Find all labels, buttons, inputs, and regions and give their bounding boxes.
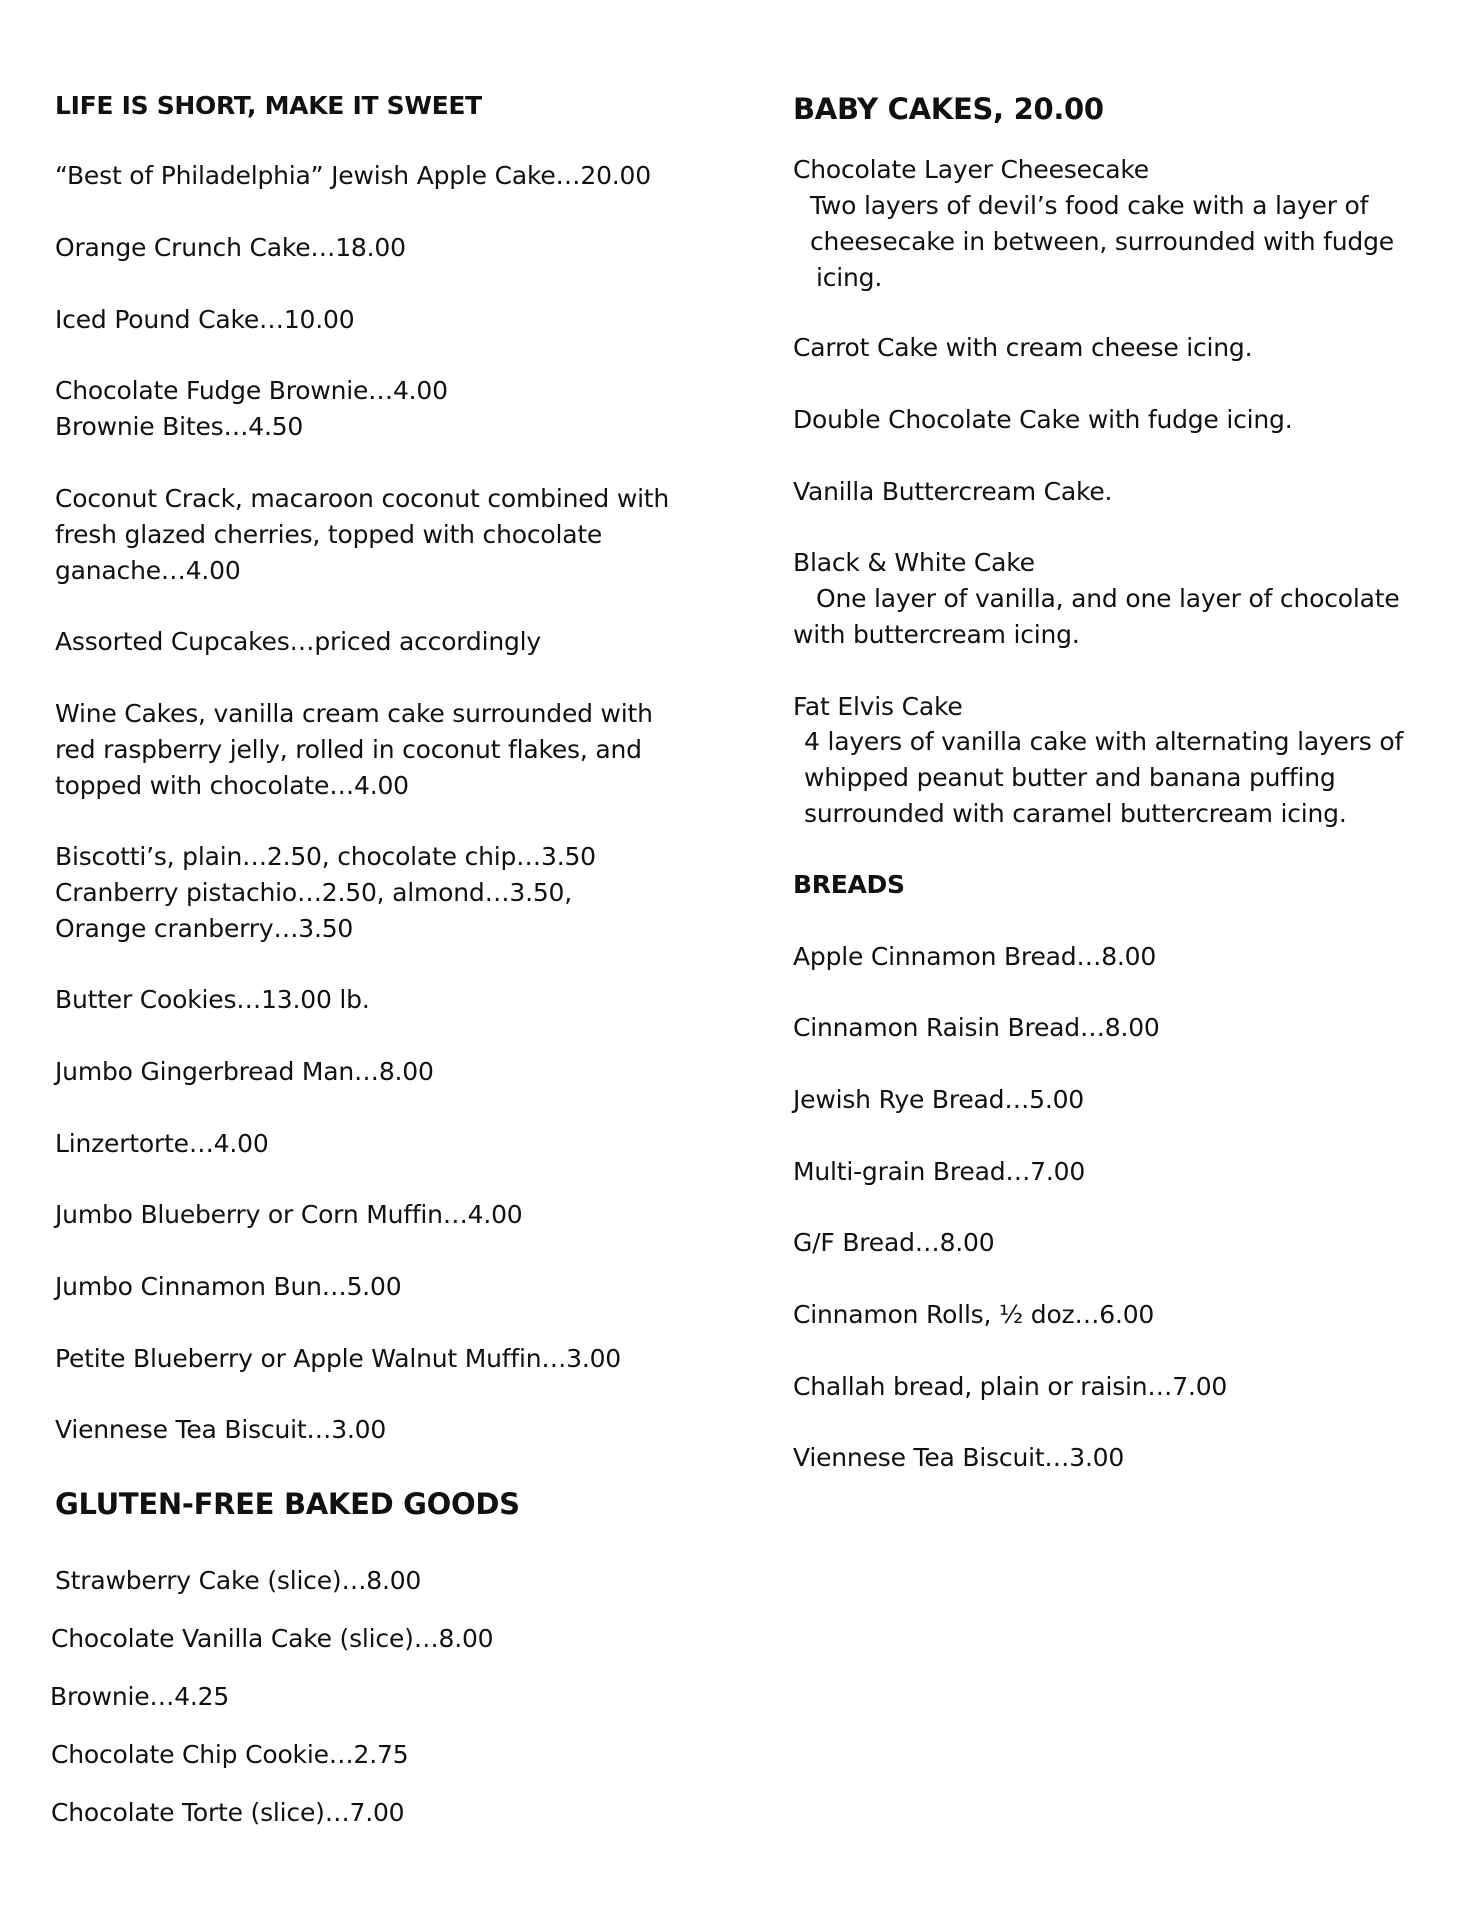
cake-name: Double Chocolate Cake with fudge icing. — [793, 405, 1293, 434]
cake-name: Black & White Cake — [793, 548, 1035, 577]
menu-item: topped with chocolate…4.00 — [55, 771, 409, 800]
menu-item: Jumbo Gingerbread Man…8.00 — [55, 1057, 434, 1086]
section-heading-breads: BREADS — [793, 870, 905, 899]
menu-item: red raspberry jelly, rolled in coconut flakes, and — [55, 735, 642, 764]
cake-name: Chocolate Layer Cheesecake — [793, 155, 1149, 184]
section-heading-sweet: LIFE IS SHORT, MAKE IT SWEET — [55, 91, 482, 120]
cake-description: whipped peanut butter and banana puffing — [804, 763, 1336, 792]
menu-item: Chocolate Fudge Brownie…4.00 — [55, 376, 448, 405]
section-heading-baby-cakes: BABY CAKES, 20.00 — [793, 92, 1104, 126]
bread-item: Apple Cinnamon Bread…8.00 — [793, 942, 1157, 971]
cake-description: One layer of vanilla, and one layer of chocolate — [816, 584, 1400, 613]
bread-item: Viennese Tea Biscuit…3.00 — [793, 1443, 1125, 1472]
menu-item: fresh glazed cherries, topped with chocolate — [55, 520, 603, 549]
menu-item: Iced Pound Cake…10.00 — [55, 305, 355, 334]
cake-name: Vanilla Buttercream Cake. — [793, 477, 1113, 506]
menu-item: Wine Cakes, vanilla cream cake surrounded with — [55, 699, 653, 728]
menu-item: Orange Crunch Cake…18.00 — [55, 233, 406, 262]
bread-item: Challah bread, plain or raisin…7.00 — [793, 1372, 1228, 1401]
gluten-free-item: Chocolate Torte (slice)…7.00 — [51, 1798, 405, 1827]
menu-item: Orange cranberry…3.50 — [55, 914, 354, 943]
gluten-free-item: Chocolate Vanilla Cake (slice)…8.00 — [51, 1624, 494, 1653]
bread-item: Cinnamon Raisin Bread…8.00 — [793, 1013, 1160, 1042]
menu-item: Biscotti’s, plain…2.50, chocolate chip…3.50 — [55, 842, 596, 871]
menu-item: “Best of Philadelphia” Jewish Apple Cake…20.00 — [55, 161, 651, 190]
menu-item: ganache…4.00 — [55, 556, 241, 585]
menu-item: Viennese Tea Biscuit…3.00 — [55, 1415, 387, 1444]
bread-item: G/F Bread…8.00 — [793, 1228, 995, 1257]
menu-item: Cranberry pistachio…2.50, almond…3.50, — [55, 878, 572, 907]
bread-item: Jewish Rye Bread…5.00 — [793, 1085, 1085, 1114]
menu-item: Jumbo Cinnamon Bun…5.00 — [55, 1272, 402, 1301]
menu-item: Butter Cookies…13.00 lb. — [55, 985, 370, 1014]
gluten-free-item: Strawberry Cake (slice)…8.00 — [55, 1566, 422, 1595]
cake-description: cheesecake in between, surrounded with fudge — [810, 227, 1394, 256]
menu-item: Brownie Bites…4.50 — [55, 412, 304, 441]
bread-item: Multi-grain Bread…7.00 — [793, 1157, 1086, 1186]
cake-description: icing. — [816, 263, 883, 292]
menu-item: Petite Blueberry or Apple Walnut Muffin…3.00 — [55, 1344, 622, 1373]
cake-description: with buttercream icing. — [793, 620, 1080, 649]
cake-description: 4 layers of vanilla cake with alternating layers of — [804, 727, 1404, 756]
menu-item: Coconut Crack, macaroon coconut combined with — [55, 484, 670, 513]
bread-item: Cinnamon Rolls, ½ doz…6.00 — [793, 1300, 1155, 1329]
gluten-free-item: Chocolate Chip Cookie…2.75 — [51, 1740, 409, 1769]
menu-item: Jumbo Blueberry or Corn Muffin…4.00 — [55, 1200, 523, 1229]
cake-description: surrounded with caramel buttercream icing. — [804, 799, 1347, 828]
gluten-free-item: Brownie…4.25 — [50, 1682, 230, 1711]
menu-item: Linzertorte…4.00 — [55, 1129, 269, 1158]
cake-name: Fat Elvis Cake — [793, 692, 963, 721]
menu-item: Assorted Cupcakes…priced accordingly — [55, 627, 542, 656]
cake-description: Two layers of devil’s food cake with a layer of — [810, 191, 1369, 220]
cake-name: Carrot Cake with cream cheese icing. — [793, 333, 1253, 362]
section-heading-gluten-free: GLUTEN-FREE BAKED GOODS — [55, 1487, 520, 1521]
